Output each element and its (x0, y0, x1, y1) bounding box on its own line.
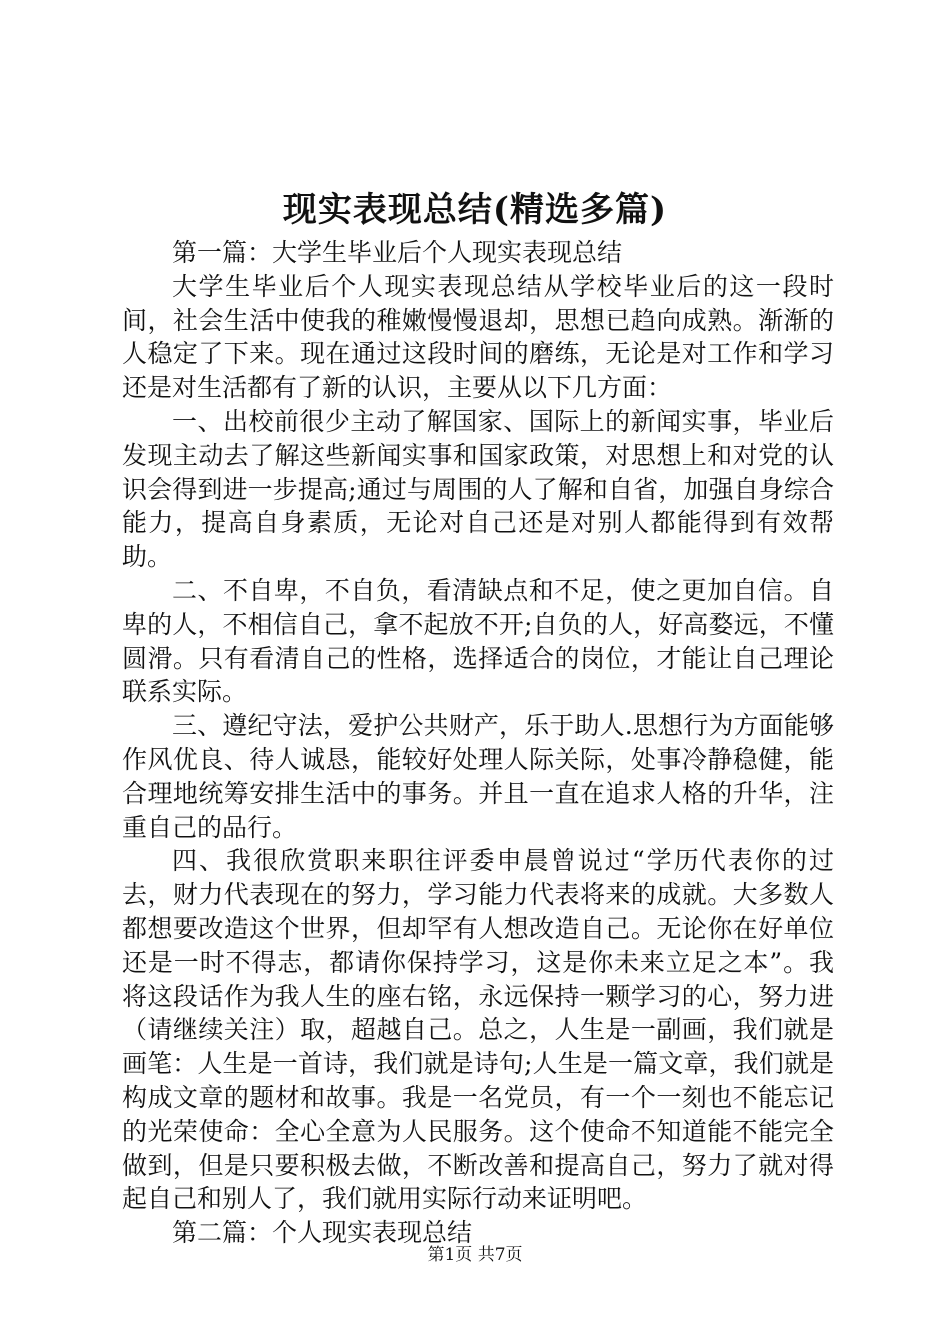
paragraph-point-4: 四、我很欣赏职来职往评委申晨曾说过“学历代表你的过去，财力代表现在的努力，学习能力代表将来的成就。大多数人都想要改造这个世界，但却罕有人想改造自己。无论你在好单位还是一时不得志，都请你保持学习，这是你未来立足之本”。我将这段话作为我人生的座右铭，永远保持一颗学习的心，努力进（请继续关注）取，超越自己。总之，人生是一副画，我们就是画笔：人生是一首诗，我们就是诗句;人生是一篇文章，我们就是构成文章的题材和故事。我是一名党员，有一个一刻也不能忘记的光荣使命：全心全意为人民服务。这个使命不知道能不能完全做到，但是只要积极去做，不断改善和提高自己，努力了就对得起自己和别人了，我们就用实际行动来证明吧。 (122, 846, 834, 1214)
document-body (122, 236, 834, 1250)
paragraph-point-3: 三、遵纪守法，爱护公共财产，乐于助人.思想行为方面能够作风优良、待人诚恳，能较好处理人际关际，处事冷静稳健，能合理地统筹安排生活中的事务。并且一直在追求人格的升华，注重自己的品行。 (122, 711, 834, 842)
page-footer: 第1页 共7页 (427, 1245, 523, 1265)
section-heading-1: 第一篇：大学生毕业后个人现实表现总结 (172, 238, 623, 267)
section-heading-2: 第二篇：个人现实表现总结 (172, 1218, 473, 1248)
paragraph-point-1: 一、出校前很少主动了解国家、国际上的新闻实事，毕业后发现主动去了解这些新闻实事和国家政策，对思想上和对党的认识会得到进一步提高;通过与周围的人了解和自省，加强自身综合能力，提高自身素质，无论对自己还是对别人都能得到有效帮助。 (122, 406, 834, 572)
paragraph-point-2: 二、不自卑，不自负，看清缺点和不足，使之更加自信。自卑的人，不相信自己，拿不起放不开;自负的人，好高婺远，不懂圆滑。只有看清自己的性格，选择适合的岗位，才能让自己理论联系实际。 (122, 575, 834, 707)
document-title: 现实表现总结(精选多篇) (282, 190, 668, 230)
paragraph-intro: 大学生毕业后个人现实表现总结从学校毕业后的这一段时间，社会生活中使我的稚嫩慢慢退却，思想已趋向成熟。渐渐的人稳定了下来。现在通过这段时间的磨练，无论是对工作和学习还是对生活都有了新的认识，主要从以下几方面： (122, 271, 834, 403)
